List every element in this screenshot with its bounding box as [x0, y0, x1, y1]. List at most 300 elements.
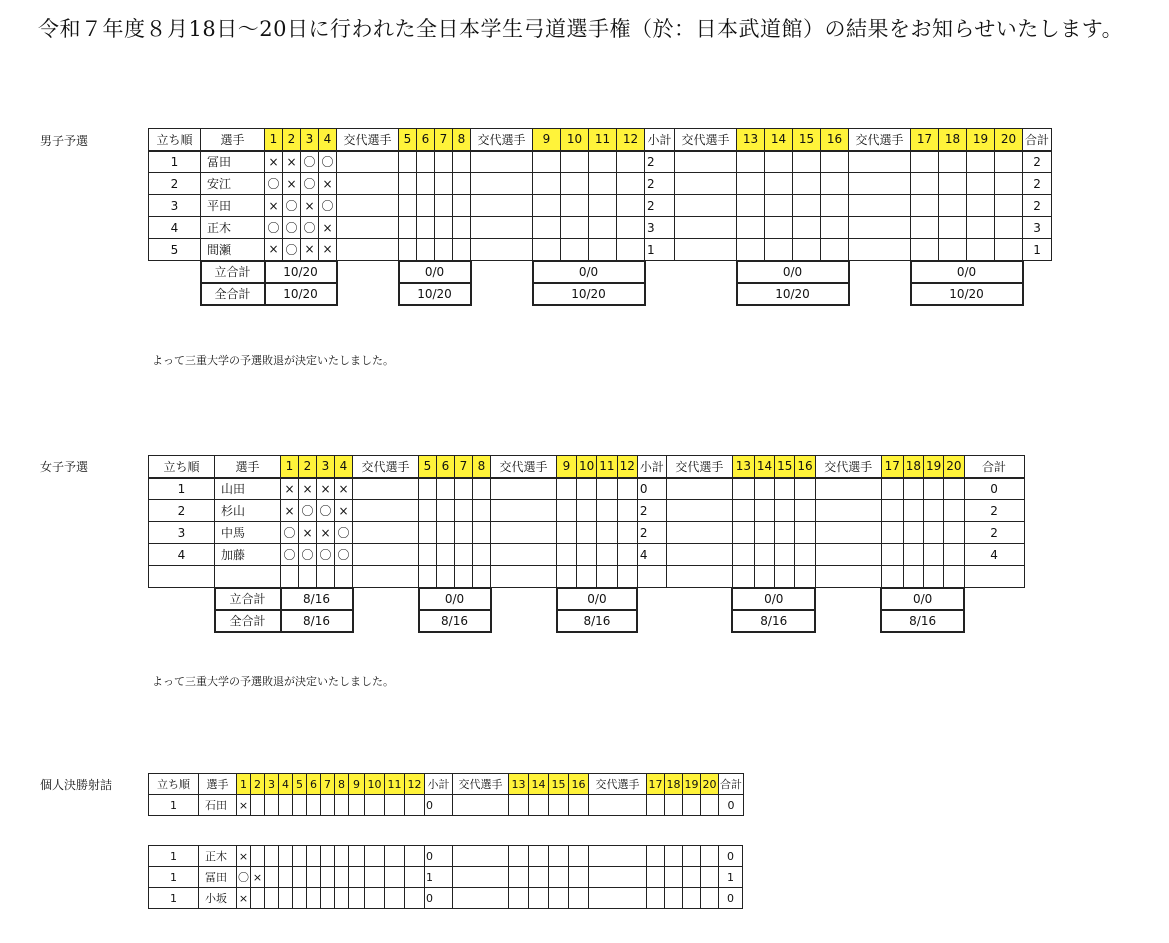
cell — [995, 151, 1023, 173]
header-cell: 4 — [335, 456, 353, 478]
header-cell: 12 — [405, 774, 425, 795]
header-cell: 16 — [795, 456, 815, 478]
table-row — [149, 151, 1052, 173]
header-cell: 14 — [529, 774, 549, 795]
header-cell: 交代選手 — [471, 129, 533, 151]
cell — [939, 151, 967, 173]
header-cell: 18 — [665, 774, 683, 795]
cell — [561, 239, 589, 261]
cell — [849, 195, 911, 217]
subtotal-cell: 2 — [637, 500, 666, 522]
women-result-note: よって三重大学の予選敗退が決定いたしました。 — [152, 675, 394, 688]
total-cell: 0 — [719, 888, 743, 909]
summary-value: 0/0 — [737, 261, 849, 283]
cell — [399, 151, 417, 173]
cell — [453, 846, 509, 867]
player-name: 正木 — [201, 217, 265, 239]
order-cell: 1 — [149, 867, 199, 888]
header-cell: 8 — [453, 129, 471, 151]
total-cell: 0 — [964, 478, 1024, 500]
spacer — [353, 610, 419, 632]
table-row — [149, 173, 1052, 195]
header-cell: 2 — [299, 456, 317, 478]
cell — [795, 478, 815, 500]
subtotal-cell: 1 — [645, 239, 675, 261]
cell — [561, 151, 589, 173]
cell — [589, 888, 647, 909]
header-cell: 17 — [881, 456, 903, 478]
subtotal-cell: 3 — [645, 217, 675, 239]
shot-result: 〇 — [301, 173, 319, 195]
total-cell: 0 — [719, 846, 743, 867]
cell — [455, 522, 473, 544]
table-row — [149, 795, 744, 816]
shot-result — [335, 846, 349, 867]
cell — [737, 195, 765, 217]
cell — [589, 217, 617, 239]
table-row — [149, 217, 1052, 239]
cell — [419, 522, 437, 544]
spacer — [849, 261, 911, 283]
shot-result — [349, 846, 365, 867]
cell — [911, 195, 939, 217]
cell — [337, 195, 399, 217]
cell — [529, 795, 549, 816]
cell — [815, 522, 881, 544]
cell — [821, 239, 849, 261]
header-cell: 1 — [237, 774, 251, 795]
cell — [995, 217, 1023, 239]
cell — [647, 867, 665, 888]
cell — [737, 151, 765, 173]
cell — [821, 173, 849, 195]
cell — [561, 217, 589, 239]
player-name: 石田 — [199, 795, 237, 816]
total-cell: 3 — [1023, 217, 1052, 239]
shot-result — [335, 795, 349, 816]
cell — [911, 239, 939, 261]
cell — [617, 173, 645, 195]
subtotal-cell: 0 — [425, 795, 453, 816]
shot-result — [321, 846, 335, 867]
cell — [437, 544, 455, 566]
cell — [455, 566, 473, 588]
shot-result — [265, 795, 279, 816]
header-cell: 2 — [251, 774, 265, 795]
subtotal-cell: 2 — [637, 522, 666, 544]
shot-result — [265, 867, 279, 888]
cell — [529, 888, 549, 909]
spacer — [149, 610, 215, 632]
player-name: 小坂 — [199, 888, 237, 909]
shot-result: × — [335, 500, 353, 522]
subtotal-cell: 0 — [637, 478, 666, 500]
cell — [399, 195, 417, 217]
spacer — [471, 261, 533, 283]
shot-result — [299, 566, 317, 588]
cell — [473, 522, 491, 544]
header-cell: 19 — [923, 456, 943, 478]
cell — [557, 544, 577, 566]
shot-result: 〇 — [299, 544, 317, 566]
cell — [903, 500, 923, 522]
cell — [353, 522, 419, 544]
shot-result — [317, 566, 335, 588]
spacer — [675, 261, 737, 283]
shot-result: 〇 — [335, 544, 353, 566]
header-cell: 15 — [549, 774, 569, 795]
cell — [617, 151, 645, 173]
men-prelim-table — [148, 128, 1052, 306]
stand-total-row — [149, 261, 1052, 283]
order-cell: 2 — [149, 500, 215, 522]
cell — [561, 195, 589, 217]
header-cell: 4 — [319, 129, 337, 151]
cell — [849, 239, 911, 261]
cell — [533, 173, 561, 195]
cell — [967, 239, 995, 261]
cell — [647, 846, 665, 867]
player-name — [215, 566, 281, 588]
cell — [549, 888, 569, 909]
total-cell — [964, 566, 1024, 588]
table-row — [149, 867, 743, 888]
order-cell: 5 — [149, 239, 201, 261]
spacer — [491, 610, 557, 632]
cell — [732, 544, 754, 566]
intro-text: 令和７年度８月18日〜20日に行われた全日本学生弓道選手権（於：日本武道館）の結果をお知らせいたします。 — [38, 17, 1124, 41]
summary-value: 0/0 — [881, 588, 964, 610]
individual-final-table-2 — [148, 845, 743, 909]
table-row — [149, 478, 1025, 500]
shot-result — [251, 846, 265, 867]
cell — [597, 522, 617, 544]
cell — [471, 151, 533, 173]
spacer — [645, 283, 675, 305]
cell — [765, 173, 793, 195]
cell — [491, 566, 557, 588]
cell — [939, 239, 967, 261]
cell — [549, 846, 569, 867]
header-cell: 20 — [944, 456, 964, 478]
order-cell: 1 — [149, 478, 215, 500]
header-cell: 交代選手 — [337, 129, 399, 151]
summary-value: 0/0 — [732, 588, 815, 610]
cell — [453, 217, 471, 239]
header-cell: 6 — [437, 456, 455, 478]
header-cell: 8 — [335, 774, 349, 795]
header-cell: 小計 — [425, 774, 453, 795]
header-cell: 選手 — [201, 129, 265, 151]
shot-result — [279, 888, 293, 909]
cell — [737, 217, 765, 239]
shot-result — [335, 888, 349, 909]
total-cell: 2 — [1023, 173, 1052, 195]
cell — [353, 566, 419, 588]
spacer — [964, 588, 1024, 610]
cell — [533, 151, 561, 173]
shot-result: × — [299, 478, 317, 500]
header-cell: 18 — [903, 456, 923, 478]
cell — [417, 195, 435, 217]
cell — [923, 500, 943, 522]
cell — [617, 195, 645, 217]
shot-result: × — [317, 522, 335, 544]
subtotal-cell: 0 — [425, 888, 453, 909]
cell — [557, 566, 577, 588]
cell — [795, 544, 815, 566]
cell — [939, 195, 967, 217]
spacer — [1023, 261, 1052, 283]
cell — [911, 217, 939, 239]
header-cell: 交代選手 — [675, 129, 737, 151]
shot-result — [321, 795, 335, 816]
spacer — [149, 261, 201, 283]
summary-value: 8/16 — [281, 610, 353, 632]
cell — [577, 566, 597, 588]
shot-result — [349, 795, 365, 816]
cell — [597, 566, 617, 588]
cell — [881, 500, 903, 522]
header-cell: 19 — [967, 129, 995, 151]
shot-result: × — [265, 239, 283, 261]
cell — [533, 217, 561, 239]
cell — [647, 795, 665, 816]
cell — [529, 867, 549, 888]
subtotal-cell: 2 — [645, 173, 675, 195]
cell — [589, 173, 617, 195]
header-cell: 小計 — [637, 456, 666, 478]
cell — [471, 173, 533, 195]
player-name: 安江 — [201, 173, 265, 195]
player-name: 山田 — [215, 478, 281, 500]
cell — [577, 544, 597, 566]
cell — [435, 239, 453, 261]
cell — [491, 500, 557, 522]
cell — [491, 522, 557, 544]
shot-result: × — [319, 217, 337, 239]
shot-result: 〇 — [301, 217, 319, 239]
cell — [815, 500, 881, 522]
cell — [589, 867, 647, 888]
cell — [675, 151, 737, 173]
cell — [939, 217, 967, 239]
cell — [821, 217, 849, 239]
cell — [821, 151, 849, 173]
cell — [849, 173, 911, 195]
cell — [765, 151, 793, 173]
cell — [665, 888, 683, 909]
spacer — [637, 588, 666, 610]
stand-total-row — [149, 588, 1025, 610]
cell — [353, 544, 419, 566]
spacer — [337, 283, 399, 305]
cell — [701, 888, 719, 909]
cell — [453, 888, 509, 909]
cell — [589, 195, 617, 217]
header-cell: 合計 — [1023, 129, 1052, 151]
cell — [903, 522, 923, 544]
summary-label: 全合計 — [201, 283, 265, 305]
cell — [793, 217, 821, 239]
cell — [399, 217, 417, 239]
cell — [435, 173, 453, 195]
cell — [881, 566, 903, 588]
cell — [815, 566, 881, 588]
shot-result — [293, 867, 307, 888]
total-cell: 1 — [719, 867, 743, 888]
cell — [666, 544, 732, 566]
cell — [589, 795, 647, 816]
cell — [437, 566, 455, 588]
cell — [597, 500, 617, 522]
cell — [453, 795, 509, 816]
cell — [455, 544, 473, 566]
order-cell: 3 — [149, 522, 215, 544]
order-cell: 2 — [149, 173, 201, 195]
shot-result: 〇 — [283, 217, 301, 239]
shot-result: 〇 — [319, 195, 337, 217]
order-cell: 1 — [149, 846, 199, 867]
cell — [491, 478, 557, 500]
cell — [944, 544, 964, 566]
summary-value: 10/20 — [265, 261, 337, 283]
cell — [453, 867, 509, 888]
cell — [793, 195, 821, 217]
shot-result: 〇 — [237, 867, 251, 888]
cell — [665, 846, 683, 867]
table-row — [149, 500, 1025, 522]
order-cell: 1 — [149, 888, 199, 909]
header-cell: 小計 — [645, 129, 675, 151]
header-cell: 14 — [765, 129, 793, 151]
summary-value: 10/20 — [399, 283, 471, 305]
shot-result: × — [319, 173, 337, 195]
header-cell: 9 — [349, 774, 365, 795]
cell — [471, 217, 533, 239]
cell — [473, 500, 491, 522]
cell — [473, 544, 491, 566]
cell — [337, 217, 399, 239]
header-cell: 12 — [617, 129, 645, 151]
subtotal-cell: 0 — [425, 846, 453, 867]
header-cell: 14 — [754, 456, 774, 478]
cell — [569, 888, 589, 909]
order-cell: 4 — [149, 217, 201, 239]
cell — [795, 566, 815, 588]
summary-value: 0/0 — [911, 261, 1023, 283]
cell — [849, 151, 911, 173]
cell — [666, 478, 732, 500]
table-row — [149, 522, 1025, 544]
summary-label: 立合計 — [215, 588, 281, 610]
header-cell: 20 — [701, 774, 719, 795]
spacer — [964, 610, 1024, 632]
header-cell: 3 — [301, 129, 319, 151]
total-cell: 2 — [964, 500, 1024, 522]
cell — [557, 522, 577, 544]
header-cell: 交代選手 — [589, 774, 647, 795]
cell — [795, 522, 815, 544]
header-cell: 17 — [647, 774, 665, 795]
header-cell: 立ち順 — [149, 129, 201, 151]
cell — [793, 151, 821, 173]
player-name: 間瀬 — [201, 239, 265, 261]
total-cell: 2 — [1023, 195, 1052, 217]
cell — [967, 195, 995, 217]
cell — [337, 239, 399, 261]
cell — [754, 478, 774, 500]
cell — [577, 522, 597, 544]
cell — [417, 173, 435, 195]
cell — [944, 500, 964, 522]
header-cell: 8 — [473, 456, 491, 478]
header-cell: 1 — [265, 129, 283, 151]
cell — [453, 239, 471, 261]
cell — [903, 544, 923, 566]
subtotal-cell — [637, 566, 666, 588]
cell — [944, 566, 964, 588]
shot-result — [293, 795, 307, 816]
cell — [455, 500, 473, 522]
header-cell: 選手 — [199, 774, 237, 795]
cell — [473, 478, 491, 500]
header-cell: 17 — [911, 129, 939, 151]
all-total-row — [149, 610, 1025, 632]
header-cell: 19 — [683, 774, 701, 795]
men-prelim-label: 男子予選 — [40, 134, 89, 148]
shot-result — [385, 888, 405, 909]
player-name: 杉山 — [215, 500, 281, 522]
table-row — [149, 888, 743, 909]
shot-result: × — [237, 846, 251, 867]
cell — [665, 795, 683, 816]
summary-value: 8/16 — [557, 610, 638, 632]
shot-result: × — [281, 478, 299, 500]
cell — [417, 217, 435, 239]
shot-result: × — [237, 795, 251, 816]
shot-result: 〇 — [317, 544, 335, 566]
cell — [754, 522, 774, 544]
shot-result — [365, 888, 385, 909]
cell — [775, 544, 795, 566]
cell — [453, 195, 471, 217]
spacer — [149, 283, 201, 305]
shot-result — [281, 566, 299, 588]
cell — [732, 522, 754, 544]
order-cell: 4 — [149, 544, 215, 566]
cell — [881, 522, 903, 544]
cell — [491, 544, 557, 566]
cell — [675, 195, 737, 217]
spacer — [337, 261, 399, 283]
cell — [732, 500, 754, 522]
summary-value: 0/0 — [557, 588, 638, 610]
cell — [337, 151, 399, 173]
cell — [754, 566, 774, 588]
cell — [815, 544, 881, 566]
cell — [561, 173, 589, 195]
order-cell: 1 — [149, 151, 201, 173]
shot-result — [293, 888, 307, 909]
header-cell: 6 — [417, 129, 435, 151]
cell — [435, 151, 453, 173]
header-cell: 7 — [435, 129, 453, 151]
cell — [795, 500, 815, 522]
summary-value: 10/20 — [533, 283, 645, 305]
cell — [683, 795, 701, 816]
cell — [995, 173, 1023, 195]
